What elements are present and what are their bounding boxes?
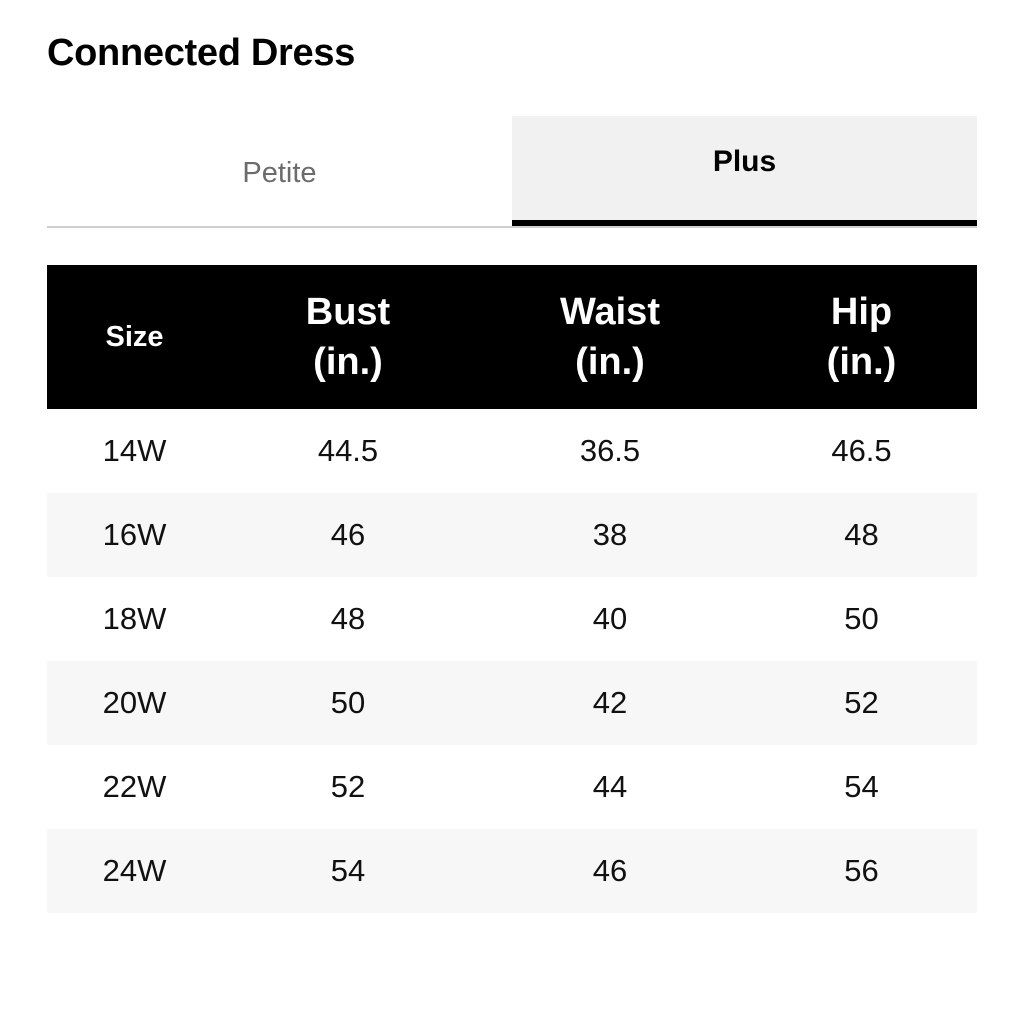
header-size: Size xyxy=(105,320,164,353)
header-bust-label: Bust xyxy=(305,291,391,333)
cell-hip: 50 xyxy=(844,601,879,636)
cell-size: 18W xyxy=(102,601,167,636)
cell-size: 22W xyxy=(102,769,167,804)
cell-waist: 36.5 xyxy=(579,433,641,468)
header-bust xyxy=(222,265,474,409)
cell-size: 24W xyxy=(102,853,167,888)
cell-size: 16W xyxy=(102,517,167,552)
tab-petite-label: Petite xyxy=(242,156,317,189)
header-waist-unit: (in.) xyxy=(575,341,645,383)
table-row xyxy=(47,661,977,745)
cell-hip: 54 xyxy=(844,769,879,804)
cell-bust: 50 xyxy=(330,685,366,720)
header-bust-unit: (in.) xyxy=(313,341,383,383)
tab-plus-label: Plus xyxy=(712,145,777,178)
cell-bust: 52 xyxy=(330,769,366,804)
cell-size: 14W xyxy=(102,433,167,468)
header-hip xyxy=(746,265,977,409)
table-row xyxy=(47,577,977,661)
tab-petite[interactable] xyxy=(47,116,512,226)
cell-hip: 52 xyxy=(844,685,879,720)
header-waist xyxy=(474,265,746,409)
page-title: Connected Dress xyxy=(47,32,356,74)
cell-bust: 48 xyxy=(330,601,366,636)
header-hip-unit: (in.) xyxy=(826,341,897,383)
cell-waist: 44 xyxy=(592,769,628,804)
cell-hip: 46.5 xyxy=(831,433,892,468)
size-category-tabs xyxy=(47,116,977,228)
cell-bust: 46 xyxy=(330,517,366,552)
cell-hip: 48 xyxy=(844,517,879,552)
table-row xyxy=(47,745,977,829)
header-hip-label: Hip xyxy=(830,291,893,333)
cell-waist: 42 xyxy=(592,685,628,720)
table-row xyxy=(47,493,977,577)
cell-waist: 46 xyxy=(592,853,628,888)
cell-hip: 56 xyxy=(844,853,879,888)
cell-bust: 54 xyxy=(330,853,366,888)
cell-size: 20W xyxy=(102,685,167,720)
cell-waist: 38 xyxy=(592,517,628,552)
table-row xyxy=(47,829,977,913)
size-chart-table xyxy=(47,265,977,913)
tab-plus[interactable] xyxy=(512,116,977,226)
table-row xyxy=(47,409,977,493)
header-waist-label: Waist xyxy=(560,291,660,333)
table-header-row xyxy=(47,265,977,409)
cell-waist: 40 xyxy=(592,601,628,636)
cell-bust: 44.5 xyxy=(317,433,379,468)
